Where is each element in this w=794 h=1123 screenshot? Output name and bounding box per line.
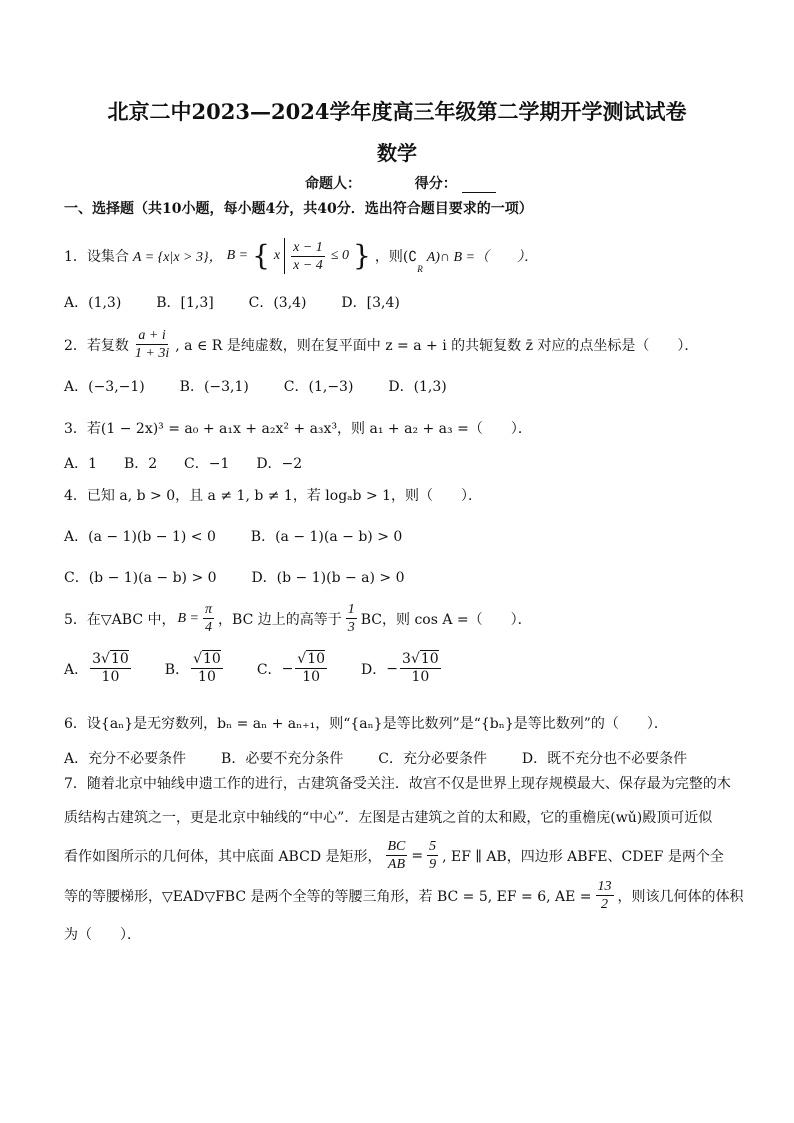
q6-option-a: A．充分不必要条件	[64, 751, 187, 767]
q7-line1: 7．随着北京中轴线申遗工作的进行，古建筑备受关注．故宫不仅是世界上现存规模最大、保存最为完整的木	[64, 776, 731, 792]
q6-option-c: C．充分必要条件	[378, 751, 487, 767]
subject-title: 数学	[377, 141, 417, 165]
q5-option-a	[64, 651, 133, 686]
q3-option-d: D．−2	[256, 456, 303, 472]
q5-option-a-den: 10	[101, 669, 120, 685]
q5-option-c-sign: −	[281, 660, 294, 677]
q2-option-a: A．(−3,−1)	[64, 379, 145, 395]
q5-option-d-coef: 3	[402, 651, 411, 667]
q1-divider	[284, 238, 285, 274]
q7-line3	[64, 838, 724, 873]
q7-ae-fraction	[596, 878, 614, 913]
q3-option-b: B．2	[123, 456, 158, 472]
q1-prefix: 1．设集合	[64, 249, 129, 265]
q1-set-b-pre: B =	[226, 248, 249, 263]
q5-option-b-label: B．	[164, 661, 190, 678]
q1-tail2: A)∩ B =（ ）．	[426, 250, 539, 265]
q4-option-b: B．(a − 1)(a − b) > 0	[250, 529, 403, 545]
q1-x-var: x	[273, 248, 281, 263]
q4-options-row1	[64, 526, 402, 546]
q1-left-brace: {	[252, 239, 270, 272]
q2-mid: , a ∈ R 是纯虚数，则在复平面中 z = a + i 的共轭复数 z̄ 对应的点坐标是（ ）．	[175, 337, 699, 354]
q5-option-d-sign: −	[386, 660, 399, 677]
q1-option-d: D．[3,4)	[341, 295, 400, 311]
q2-fraction	[133, 327, 171, 362]
q5-option-a-rad: 10	[110, 651, 129, 667]
q1-set-b-post: ≤ 0	[330, 248, 349, 263]
q5-height-fraction	[346, 601, 357, 636]
q5-option-a-label: A．	[64, 661, 89, 678]
q7-ratio-value	[427, 838, 438, 873]
q7-ae-num: 13	[597, 879, 612, 894]
q5-option-d-num: 3√10	[402, 651, 439, 667]
q5-option-c-label: C．	[256, 661, 282, 678]
q2-frac-num: a + i	[138, 328, 166, 343]
q6-option-b: B．必要不充分条件	[221, 751, 344, 767]
q7-line4-pre: 等的等腰梯形，▽EAD▽FBC 是两个全等的等腰三角形，若 BC = 5, EF = 6, AE =	[64, 888, 592, 905]
q7-ratio-num: BC	[387, 839, 406, 854]
q5-option-c-num: √10	[297, 651, 326, 667]
author-label	[305, 173, 496, 193]
q7-line5: 为（ ）．	[64, 927, 141, 943]
q5-option-c	[257, 651, 329, 686]
q5-option-c-fraction	[295, 651, 327, 686]
q5-prefix: 5．在▽ABC 中，	[64, 611, 176, 628]
q2-options	[64, 376, 447, 396]
q4-option-d: D．(b − 1)(b − a) > 0	[251, 570, 405, 586]
q1-tail: ，则(∁	[374, 249, 418, 265]
q2-option-c: C．(1,−3)	[283, 379, 354, 395]
question-5	[64, 601, 532, 636]
q5-option-b-rad: 10	[203, 651, 221, 667]
section-heading: 一、选择题（共10小题，每小题4分，共40分．选出符合题目要求的一项）	[64, 201, 533, 217]
author-label-text: 命题人：	[305, 176, 361, 192]
q2-frac-den: 1 + 3i	[134, 346, 170, 361]
q6-options	[64, 748, 687, 768]
q7-ratio-value-num: 5	[429, 839, 437, 854]
q5-option-a-coef: 3	[92, 651, 102, 667]
q1-right-brace: }	[353, 239, 371, 272]
q7-ratio-den: AB	[387, 857, 405, 872]
q6-option-d: D．既不充分也不必要条件	[521, 751, 688, 767]
q1-option-a: A．(1,3)	[64, 295, 122, 311]
q5-angle-den: 4	[205, 620, 212, 635]
q1-option-c: C．(3,4)	[248, 295, 307, 311]
q1-option-b: B．[1,3]	[156, 295, 214, 311]
q5-option-a-fraction	[90, 651, 131, 686]
q5-option-b	[165, 651, 225, 686]
q3-option-c: C．−1	[184, 456, 230, 472]
q2-option-b: B．(−3,1)	[179, 379, 249, 395]
q1-set-a: A = {x|x > 3}，	[132, 250, 223, 265]
q3-option-a: A．1	[64, 456, 98, 472]
q7-ratio-value-den: 9	[429, 857, 437, 872]
q1-options	[64, 292, 400, 312]
q5-option-d-rad: 10	[420, 651, 439, 667]
q5-angle-fraction	[203, 601, 214, 636]
q5-option-d-den: 10	[411, 669, 430, 685]
q4-option-c: C．(b − 1)(a − b) > 0	[64, 570, 217, 586]
q7-ratio-fraction	[386, 838, 408, 873]
q5-option-b-fraction	[191, 651, 223, 686]
question-1	[64, 238, 538, 274]
q5-angle-num: π	[205, 602, 213, 617]
question-6: 6．设{aₙ}是无穷数列，bₙ = aₙ + aₙ₊₁，则“{aₙ}是等比数列”是“{bₙ}是等比数列”的（ ）．	[64, 716, 668, 732]
q5-option-a-num: 3√10	[92, 651, 129, 667]
q5-mid: ，BC 边上的高等于	[218, 611, 342, 628]
q7-line2: 质结构古建筑之一，更是北京中轴线的“中心”．左图是古建筑之首的太和殿，它的重檐庑(wǔ)殿顶可近似	[64, 810, 713, 826]
q2-prefix: 2．若复数	[64, 337, 129, 354]
q5-options	[64, 651, 443, 686]
score-blank	[462, 178, 496, 193]
score-label: 得分：	[414, 176, 457, 192]
q7-line3-pre: 看作如图所示的几何体，其中底面 ABCD 是矩形，	[64, 848, 382, 865]
q5-option-b-den: 10	[198, 669, 216, 685]
q5-option-d-fraction	[400, 651, 441, 686]
q7-ratio-eq: =	[411, 847, 424, 864]
q4-option-a: A．(a − 1)(b − 1) < 0	[64, 529, 216, 545]
q5-tail: BC，则 cos A =（ ）．	[360, 611, 532, 628]
question-2	[64, 327, 698, 362]
q5-height-den: 3	[347, 620, 355, 635]
q1-frac-den: x − 4	[293, 257, 323, 273]
q5-option-c-den: 10	[302, 669, 321, 685]
q5-option-b-num: √10	[193, 651, 221, 667]
q5-option-d-label: D．	[361, 661, 387, 678]
q1-fraction	[291, 239, 325, 274]
question-3: 3．若(1 − 2x)³ = a₀ + a₁x + a₂x² + a₃x³，则 a₁ + a₂ + a₃ =（ ）．	[64, 421, 532, 437]
q5-height-num: 1	[347, 602, 355, 617]
q5-option-d	[361, 651, 443, 686]
q5-b-eq: B =	[177, 610, 199, 626]
q7-line3-post: , EF ∥ AB，四边形 ABFE、CDEF 是两个全	[442, 848, 724, 865]
q7-line4-post: ，则该几何体的体积	[617, 888, 744, 905]
q5-option-c-rad: 10	[307, 651, 326, 667]
q3-options	[64, 453, 302, 473]
q2-option-d: D．(1,3)	[388, 379, 447, 395]
q4-options-row2	[64, 567, 405, 587]
q7-ae-den: 2	[601, 897, 609, 912]
question-4: 4．已知 a, b > 0，且 a ≠ 1, b ≠ 1，若 logₐb > 1，则（ ）．	[64, 488, 483, 504]
q7-line4	[64, 878, 744, 913]
q1-frac-num: x − 1	[293, 239, 323, 255]
q1-subscript-r: R	[417, 264, 423, 274]
exam-title: 北京二中2023—2024学年度高三年级第二学期开学测试试卷	[107, 99, 687, 124]
